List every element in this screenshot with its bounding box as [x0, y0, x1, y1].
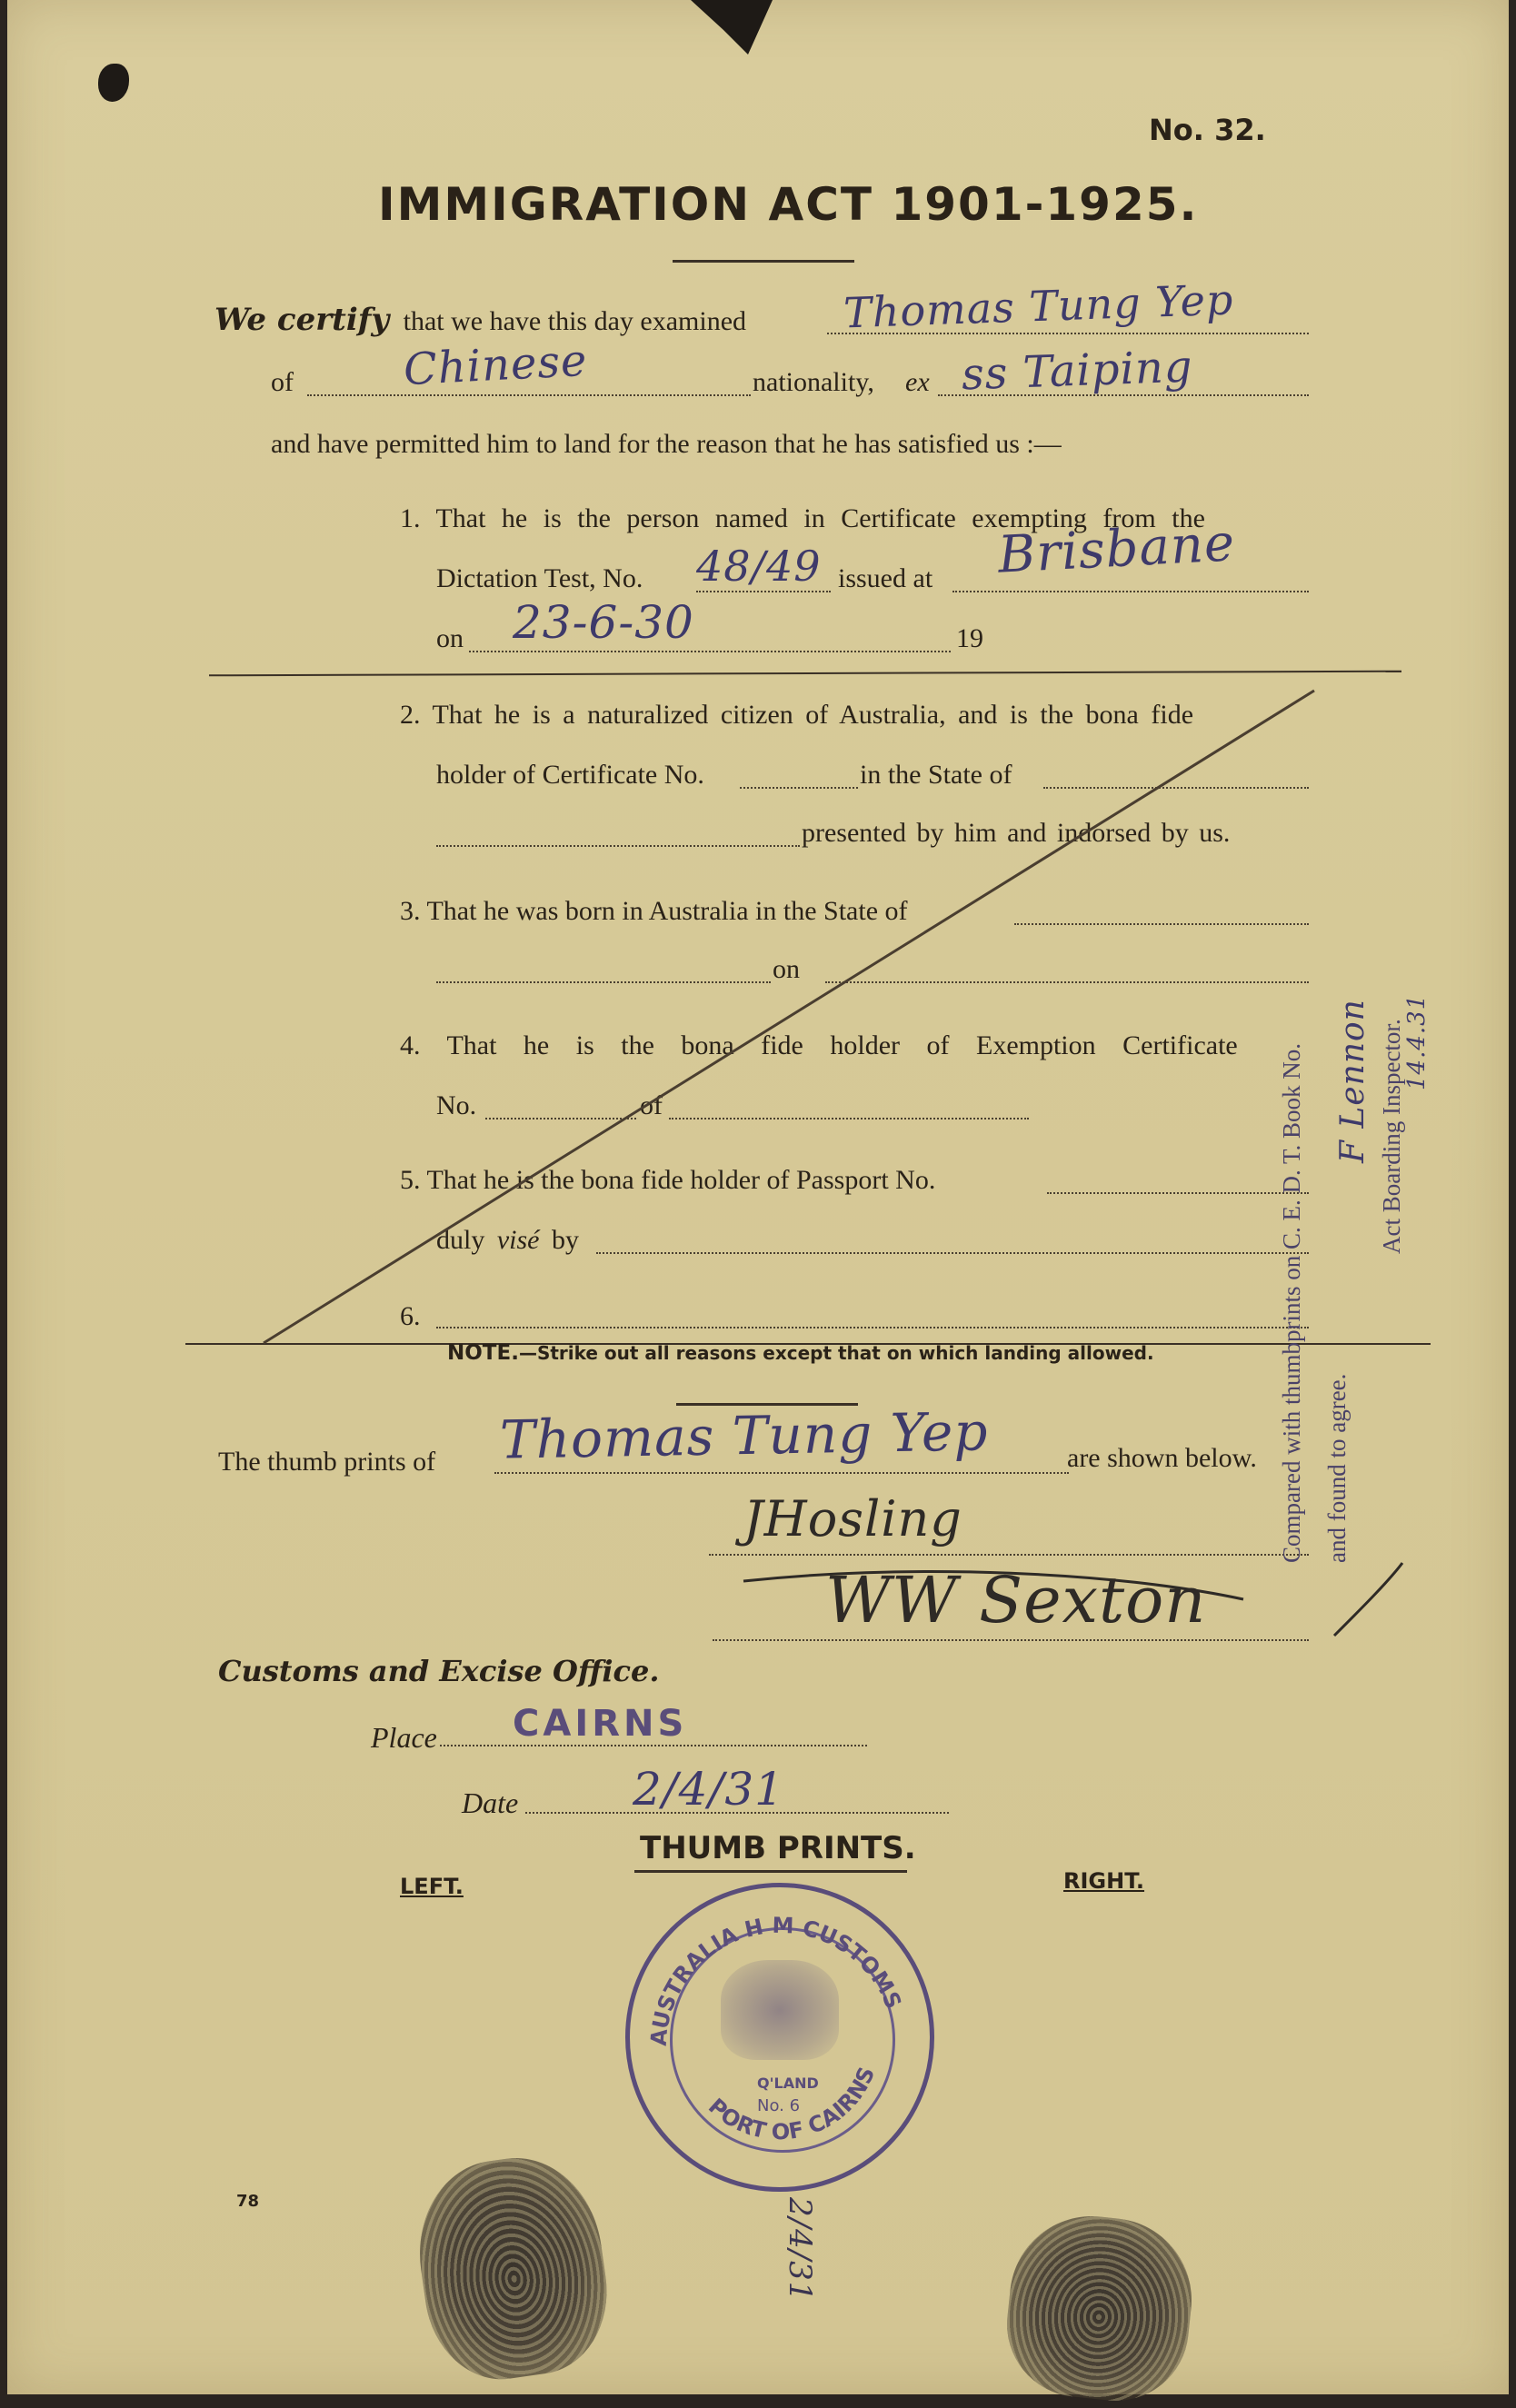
seal-bottom-text: PORT OF CAIRNS [703, 2063, 881, 2145]
reason2-line1: 2. That he is a naturalized citizen of Australia, and is the bona fide [400, 700, 1194, 730]
thumb-prints-underline [634, 1870, 907, 1873]
thumb-name-line [494, 1472, 1069, 1474]
place-value: CAIRNS [513, 1703, 688, 1745]
certify-prefix: We certify [214, 302, 390, 338]
reason3-line1: 3. That he was born in Australia in the State of [400, 896, 908, 926]
ex-label: ex [905, 367, 930, 397]
document-page [7, 0, 1509, 2394]
form-number: No. 32. [1149, 113, 1266, 147]
reason1-dictation: Dictation Test, No. [436, 563, 643, 593]
place-label: Place [371, 1721, 437, 1754]
of-label: of [271, 367, 294, 397]
thumb-prefix: The thumb prints of [218, 1447, 436, 1477]
margin-signature: F Lennon [1334, 999, 1371, 1163]
reason6: 6. [400, 1301, 421, 1331]
customs-seal [625, 1883, 934, 2192]
left-thumbprint [407, 2147, 617, 2388]
margin-line-1: Compared with thumbprints on C. E. D. T. Book No. [1278, 1043, 1305, 1563]
nationality-value: Chinese [402, 334, 589, 396]
signature-2: WW Sexton [825, 1563, 1207, 1637]
reason2-presented: presented by him and indorsed by us. [802, 818, 1231, 848]
margin-line-2: and found to agree. [1323, 1373, 1351, 1563]
margin-date: 14.4.31 [1403, 993, 1431, 1090]
form-title: IMMIGRATION ACT 1901-1925. [378, 178, 1199, 231]
note-bold: NOTE. [447, 1341, 519, 1365]
nationality-label: nationality, [753, 367, 874, 397]
reason1-year: 19 [956, 623, 983, 653]
signature-2-line [713, 1639, 1309, 1641]
reason4-of: of [640, 1090, 663, 1120]
thumb-suffix: are shown below. [1067, 1443, 1257, 1473]
reason1-line1: 1. That he is the person named in Certificate exempting from the [400, 503, 1205, 533]
reason4-line1: 4. That he is the bona fide holder of Exemption Certificate [400, 1030, 1238, 1060]
seal-crest-icon [721, 1960, 839, 2060]
date-label: Date [462, 1786, 519, 1819]
reason1-cert-no: 48/49 [696, 542, 822, 591]
place-line [440, 1745, 867, 1746]
reason1-on: on [436, 623, 464, 653]
note-line [447, 1341, 1154, 1365]
reason1-issued-at: issued at [838, 563, 933, 593]
footer-number: 78 [236, 2192, 260, 2211]
right-label: RIGHT. [1063, 1868, 1145, 1894]
certify-text: that we have this day examined [403, 306, 747, 336]
thumb-name: Thomas Tung Yep [499, 1400, 989, 1471]
reason5-by: by [551, 1225, 579, 1255]
seal-inner-2: No. 6 [757, 2096, 801, 2115]
date-value: 2/4/31 [633, 1763, 784, 1816]
margin-role: Act Boarding Inspector. [1378, 1019, 1405, 1254]
seal-top-text: AUSTRALIA H M CUSTOMS [645, 1912, 907, 2047]
reason5-vise: visé [496, 1225, 540, 1255]
reason1-place: Brisbane [996, 513, 1237, 585]
permitted-text: and have permitted him to land for the reason that he has satisfied us :— [271, 429, 1062, 459]
examined-name: Thomas Tung Yep [843, 274, 1235, 338]
customs-office: Customs and Excise Office. [218, 1654, 660, 1688]
reason3-on: on [773, 954, 800, 984]
reason2-holder: holder of Certificate No. [436, 760, 704, 790]
reason1-date: 23-6-30 [513, 596, 694, 649]
reason4-no: No. [436, 1090, 477, 1120]
signature-1: JHosling [743, 1490, 962, 1547]
thumb-prints-title: THUMB PRINTS. [640, 1830, 916, 1866]
reason5-duly: duly [436, 1225, 485, 1255]
reason5-line1: 5. That he is the bona fide holder of Passport No. [400, 1165, 936, 1195]
note-text: —Strike out all reasons except that on which landing allowed. [518, 1342, 1154, 1364]
seal-inner-1: Q'LAND [757, 2075, 819, 2092]
left-label: LEFT. [400, 1874, 464, 1899]
reason2-state: in the State of [860, 760, 1012, 790]
seal-initials: 2/4/31 [782, 2197, 818, 2303]
ship-value: ss Taiping [961, 341, 1194, 401]
right-thumbprint [1000, 2208, 1200, 2408]
